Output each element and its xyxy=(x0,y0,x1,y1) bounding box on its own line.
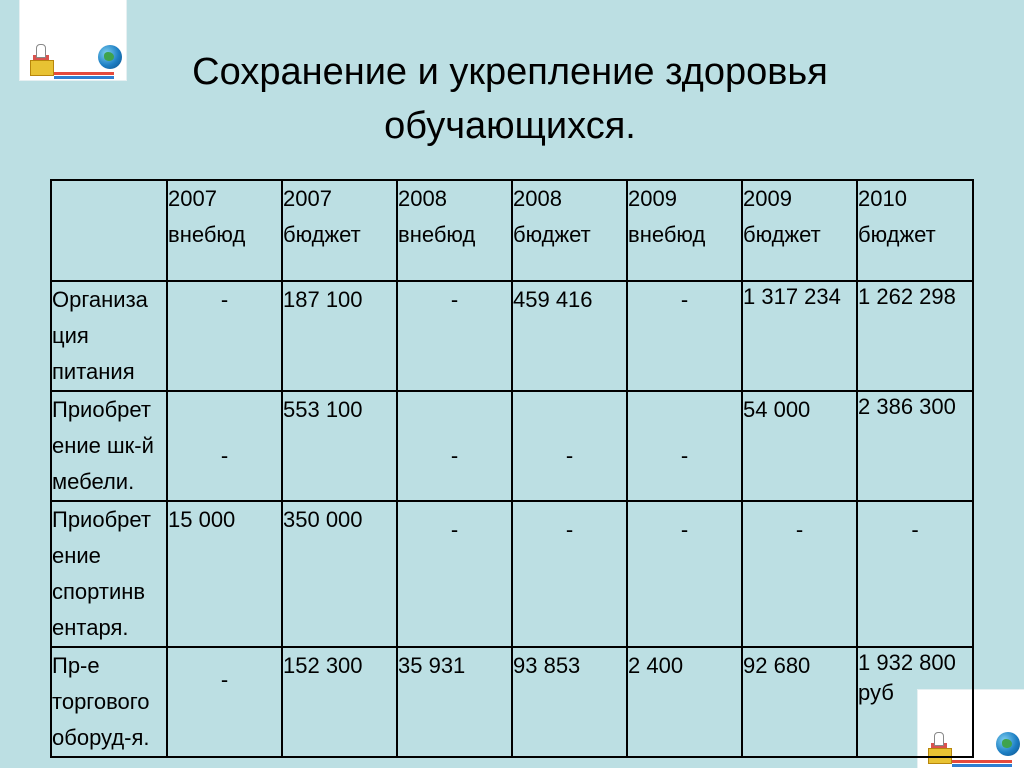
table-cell: 350 000 xyxy=(282,501,397,647)
table-cell: - xyxy=(512,501,627,647)
table-cell: - xyxy=(627,501,742,647)
books-icon xyxy=(30,60,54,76)
table-cell: - xyxy=(857,501,973,647)
row-label: Приобрет ение шк-й мебели. xyxy=(51,391,167,501)
slide-title: Сохранение и укрепление здоровья обучающихся. xyxy=(192,51,828,147)
table-cell: 152 300 xyxy=(282,647,397,757)
table-cell: 1 262 298 xyxy=(857,281,973,391)
header-cell: 2009 внебюд xyxy=(627,180,742,281)
table-cell: 93 853 xyxy=(512,647,627,757)
table-row xyxy=(51,501,973,647)
table-cell: - xyxy=(167,391,282,501)
table-cell: - xyxy=(397,281,512,391)
table-cell: 54 000 xyxy=(742,391,857,501)
table-cell: - xyxy=(512,391,627,501)
table-cell: - xyxy=(627,281,742,391)
table-cell: - xyxy=(397,501,512,647)
table-cell: - xyxy=(627,391,742,501)
header-cell: 2008 бюджет xyxy=(512,180,627,281)
row-label: Приобрет ение спортинв ентаря. xyxy=(51,501,167,647)
table-cell: 35 931 xyxy=(397,647,512,757)
table-row xyxy=(51,281,973,391)
table-cell: 2 386 300 xyxy=(857,391,973,501)
header-row xyxy=(51,180,973,281)
globe-icon xyxy=(996,732,1020,756)
table-cell: - xyxy=(167,281,282,391)
row-label: Пр-е торгового оборуд-я. xyxy=(51,647,167,757)
table-cell: 15 000 xyxy=(167,501,282,647)
header-cell: 2007 внебюд xyxy=(167,180,282,281)
header-cell: 2007 бюджет xyxy=(282,180,397,281)
budget-table xyxy=(50,179,974,758)
table-cell: - xyxy=(742,501,857,647)
figure-icon xyxy=(36,44,46,58)
table-cell: 92 680 xyxy=(742,647,857,757)
table-cell: 2 400 xyxy=(627,647,742,757)
corner-logo-top-left xyxy=(20,0,126,80)
header-cell: 2008 внебюд xyxy=(397,180,512,281)
row-label: Организа ция питания xyxy=(51,281,167,391)
globe-icon xyxy=(98,45,122,69)
table-row xyxy=(51,391,973,501)
table-cell: 1 932 800 руб xyxy=(857,647,973,757)
table-cell: 553 100 xyxy=(282,391,397,501)
table-cell: - xyxy=(167,647,282,757)
table-row xyxy=(51,647,973,757)
table-cell: 1 317 234 xyxy=(742,281,857,391)
table-cell: 459 416 xyxy=(512,281,627,391)
table-cell: 187 100 xyxy=(282,281,397,391)
corner-cell xyxy=(51,180,167,281)
header-cell: 2009 бюджет xyxy=(742,180,857,281)
table-cell: - xyxy=(397,391,512,501)
header-cell: 2010 бюджет xyxy=(857,180,973,281)
